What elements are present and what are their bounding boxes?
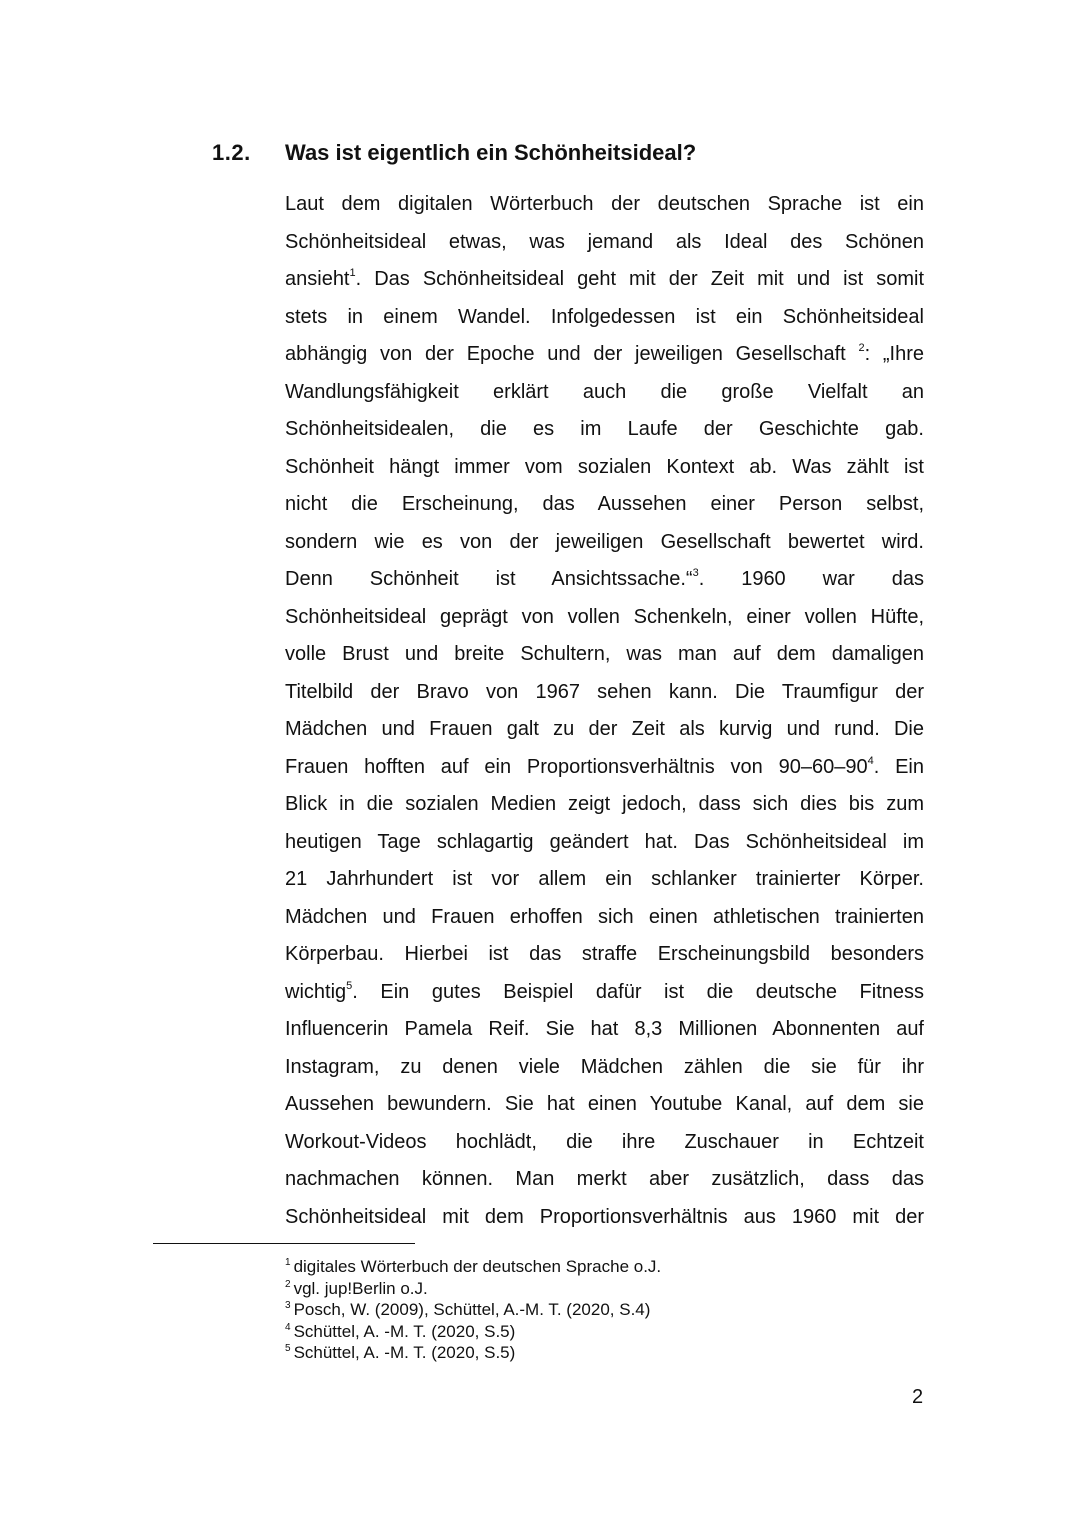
body-paragraph <box>285 186 924 1236</box>
body-line-text: heutigen Tage schlagartig geändert hat. Das Schönheitsideal im <box>285 830 924 853</box>
footnote-number: 5 <box>285 1343 291 1354</box>
footnote-reference: 1 <box>349 267 356 279</box>
footnote-text: Posch, W. (2009), Schüttel, A.-M. T. (2020, S.4) <box>293 1300 651 1319</box>
footnote-item <box>285 1299 661 1321</box>
body-line-text: Schönheitsidealen, die es im Laufe der Geschichte gab. <box>285 418 924 440</box>
body-line <box>285 299 924 337</box>
body-line <box>285 336 924 374</box>
body-line-text: Mädchen und Frauen galt zu der Zeit als kurvig und rund. Die <box>285 718 924 740</box>
body-line <box>285 711 924 749</box>
footnote-item <box>285 1321 661 1343</box>
body-line <box>285 674 924 712</box>
body-line-text: ansieht <box>285 268 350 290</box>
body-line-text: . Das Schönheitsideal geht mit der Zeit mit und ist somit <box>355 268 924 290</box>
body-line-text: 21 Jahrhundert ist vor allem ein schlanker trainierter Körper. <box>285 868 924 890</box>
body-line-text: Schönheitsideal etwas, was jemand als Ideal des Schönen <box>285 230 924 253</box>
footnote-text: digitales Wörterbuch der deutschen Sprache o.J. <box>293 1257 662 1276</box>
body-line-text: Laut dem digitalen Wörterbuch der deutschen Sprache ist ein <box>285 193 924 215</box>
body-line <box>285 1124 924 1162</box>
body-line-text: Wandlungsfähigkeit erklärt auch die große Vielfalt an <box>285 380 924 403</box>
body-line <box>285 561 924 599</box>
footnote-item <box>285 1278 661 1300</box>
body-line <box>285 449 924 487</box>
body-line <box>285 1199 924 1237</box>
footnote-reference: 4 <box>867 754 874 767</box>
body-line <box>285 786 924 824</box>
footnote-item <box>285 1342 661 1364</box>
footnotes <box>285 1256 661 1364</box>
body-line-text: nachmachen können. Man merkt aber zusätzlich, dass das <box>285 1168 924 1190</box>
body-line <box>285 486 924 524</box>
footnote-text: Schüttel, A. -M. T. (2020, S.5) <box>293 1343 516 1362</box>
body-line <box>285 524 924 562</box>
body-line-text: . 1960 war das <box>698 568 924 590</box>
body-line-text: Schönheitsideal mit dem Proportionsverhältnis aus 1960 mit der <box>285 1205 924 1228</box>
body-line-text: abhängig von der Epoche und der jeweiligen Gesellschaft <box>285 343 859 365</box>
body-line-text: Frauen hofften auf ein Proportionsverhältnis von 90–60–90 <box>285 755 868 778</box>
body-line <box>285 824 924 862</box>
footnote-reference: 3 <box>692 567 699 579</box>
body-line-text: Aussehen bewundern. Sie hat einen Youtube Kanal, auf dem sie <box>285 1093 924 1115</box>
body-line <box>285 186 924 224</box>
body-line-text: Instagram, zu denen viele Mädchen zählen die sie für ihr <box>285 1055 924 1078</box>
body-line <box>285 1161 924 1199</box>
body-line <box>285 1011 924 1049</box>
body-line-text: nicht die Erscheinung, das Aussehen einer Person selbst, <box>285 493 924 515</box>
body-line <box>285 861 924 899</box>
body-line <box>285 224 924 262</box>
body-line-text: Körperbau. Hierbei ist das straffe Erscheinungsbild besonders <box>285 943 924 965</box>
footnote-number: 1 <box>285 1257 291 1268</box>
body-line-text: Schönheitsideal geprägt von vollen Schenkeln, einer vollen Hüfte, <box>285 605 924 628</box>
body-line-text: volle Brust und breite Schultern, was man auf dem damaligen <box>285 643 924 665</box>
body-line-text: Workout-Videos hochlädt, die ihre Zuschauer in Echtzeit <box>285 1130 924 1153</box>
body-line <box>285 636 924 674</box>
body-line-text: Mädchen und Frauen erhoffen sich einen athletischen trainierten <box>285 905 924 928</box>
page-number: 2 <box>912 1386 924 1408</box>
footnote-number: 3 <box>285 1300 291 1311</box>
body-line-text: . Ein gutes Beispiel dafür ist die deutsche Fitness <box>352 980 924 1003</box>
body-line-text: stets in einem Wandel. Infolgedessen ist ein Schönheitsideal <box>285 305 924 328</box>
section-heading-title: Was ist eigentlich ein Schönheitsideal? <box>285 140 697 165</box>
body-line-text: wichtig <box>285 980 347 1003</box>
body-line <box>285 261 924 299</box>
body-line-text: Schönheit hängt immer vom sozialen Kontext ab. Was zählt ist <box>285 455 924 478</box>
body-line-text: Denn Schönheit ist Ansichtssache.“ <box>285 568 693 590</box>
footnote-number: 2 <box>285 1278 291 1290</box>
body-line <box>285 1049 924 1087</box>
body-line-text: Blick in die sozialen Medien zeigt jedoch, dass sich dies bis zum <box>285 793 924 815</box>
body-line-text: Titelbild der Bravo von 1967 sehen kann. Die Traumfigur der <box>285 680 924 703</box>
body-line <box>285 899 924 937</box>
body-line <box>285 374 924 412</box>
body-line <box>285 411 924 449</box>
body-line <box>285 599 924 637</box>
body-line <box>285 749 924 787</box>
footnote-separator <box>153 1243 415 1244</box>
footnote-text: vgl. jup!Berlin o.J. <box>293 1278 428 1298</box>
body-line-text: : „Ihre <box>864 343 924 365</box>
body-line <box>285 1086 924 1124</box>
body-line <box>285 936 924 974</box>
footnote-reference: 2 <box>858 342 865 354</box>
body-line-text: Influencerin Pamela Reif. Sie hat 8,3 Millionen Abonnenten auf <box>285 1018 924 1040</box>
body-line-text: sondern wie es von der jeweiligen Gesellschaft bewertet wird. <box>285 530 924 553</box>
body-line-text: . Ein <box>873 755 924 778</box>
footnote-text: Schüttel, A. -M. T. (2020, S.5) <box>293 1321 516 1341</box>
footnote-number: 4 <box>285 1321 291 1333</box>
section-heading-number: 1.2. <box>212 140 251 165</box>
footnote-reference: 5 <box>346 979 353 992</box>
footnote-item <box>285 1256 661 1278</box>
body-line <box>285 974 924 1012</box>
